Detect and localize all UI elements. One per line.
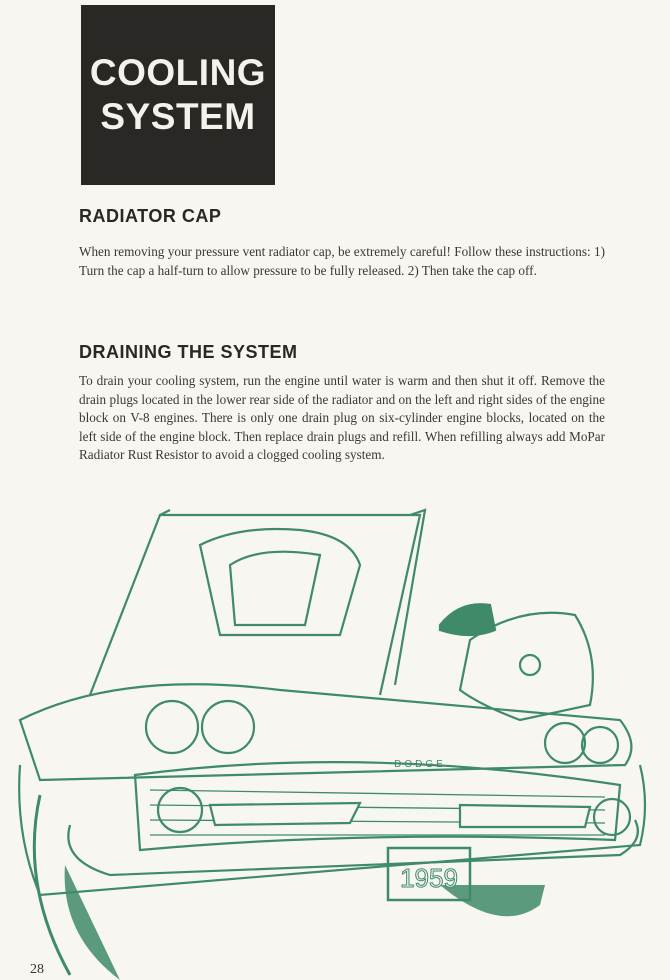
chapter-title-line1: COOLING bbox=[89, 52, 267, 93]
chapter-title-box bbox=[81, 5, 275, 185]
section-heading-draining: DRAINING THE SYSTEM bbox=[79, 342, 298, 362]
section-heading-radiator-cap: RADIATOR CAP bbox=[79, 206, 222, 226]
license-plate-text: 1959 bbox=[400, 863, 458, 893]
section-body-draining: To drain your cooling system, run the engine until water is warm and then shut it off. Remove the drain plugs located in the lower rear side of the radiator and on the left and right sides of the engine block on V-8 engines. There is only one drain plug on six-cylinder engine blocks, located on the left side of the engine block. Then replace drain plugs and refill. When refilling always add MoPar Radiator Rust Resistor to avoid a clogged cooling system. bbox=[79, 373, 605, 463]
chapter-title-line2: SYSTEM bbox=[100, 96, 256, 137]
hood-lettering: DODGE bbox=[394, 759, 446, 770]
page-number: 28 bbox=[30, 962, 44, 977]
section-body-radiator-cap: When removing your pressure vent radiator cap, be extremely careful! Follow these instructions: 1) Turn the cap a half-turn to allow pressure to be fully released. 2) Then take the cap off. bbox=[79, 244, 605, 278]
car-mechanic-illustration bbox=[0, 505, 670, 980]
